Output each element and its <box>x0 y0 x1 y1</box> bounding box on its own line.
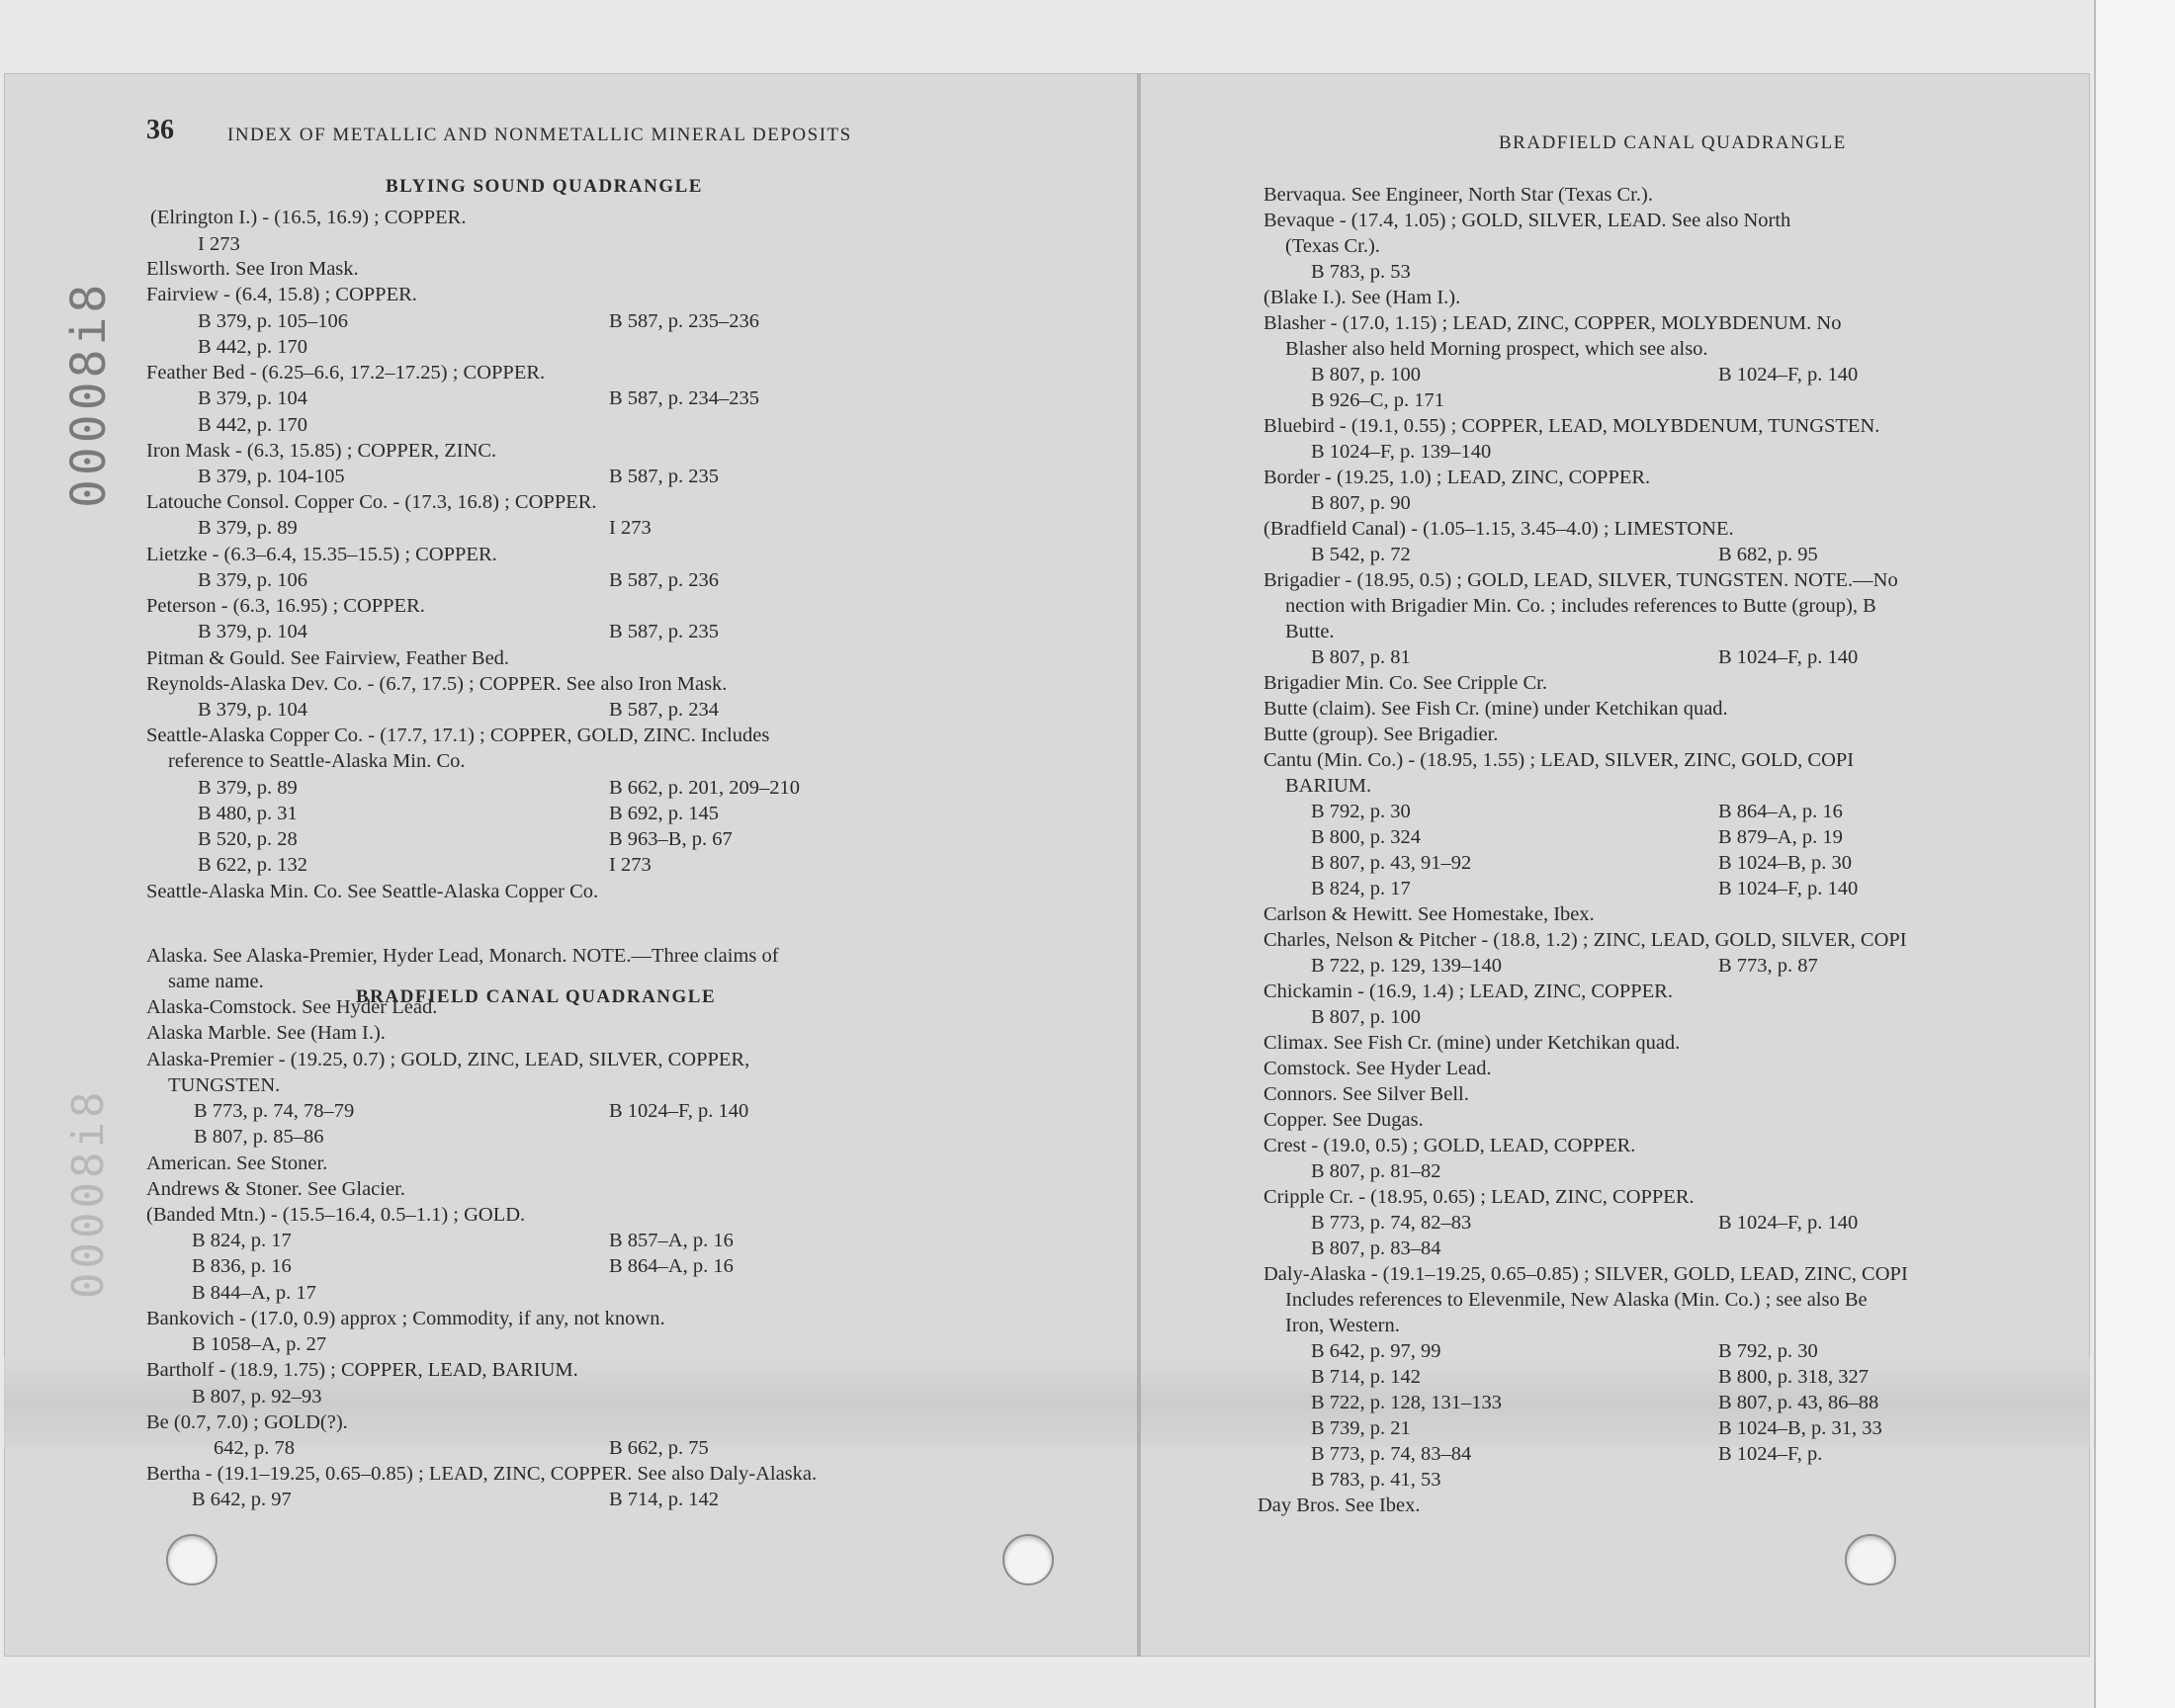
index-line: B 1024–B, p. 30 <box>1718 852 1852 874</box>
index-line: B 379, p. 106 <box>198 569 308 591</box>
index-line: Bervaqua. See Engineer, North Star (Texas Cr.). <box>1263 184 1653 206</box>
index-line: Alaska. See Alaska-Premier, Hyder Lead, Monarch. NOTE.—Three claims of <box>146 945 779 967</box>
index-line: TUNGSTEN. <box>168 1074 281 1096</box>
index-line: B 722, p. 129, 139–140 <box>1311 955 1503 977</box>
index-line: B 587, p. 235–236 <box>609 310 760 332</box>
index-line: Charles, Nelson & Pitcher - (18.8, 1.2) ; ZINC, LEAD, GOLD, SILVER, COPI <box>1263 929 1907 951</box>
index-line: B 379, p. 105–106 <box>198 310 349 332</box>
index-line: Carlson & Hewitt. See Homestake, Ibex. <box>1263 903 1595 925</box>
index-line: B 773, p. 74, 83–84 <box>1311 1443 1472 1465</box>
index-line: Iron, Western. <box>1285 1315 1400 1336</box>
index-line: B 379, p. 104 <box>198 387 308 409</box>
faint-stamp-number: 00008i8 <box>63 1087 114 1299</box>
index-line: B 587, p. 235 <box>609 466 720 487</box>
index-line: Ellsworth. See Iron Mask. <box>146 258 359 280</box>
index-line: B 642, p. 97, 99 <box>1311 1340 1441 1362</box>
index-line: B 379, p. 104 <box>198 621 308 642</box>
index-line: Copper. See Dugas. <box>1263 1109 1424 1131</box>
index-line: B 1024–F, p. 140 <box>1718 364 1859 385</box>
right-page <box>1141 73 2090 1657</box>
index-line: (Blake I.). See (Ham I.). <box>1263 287 1461 308</box>
index-line: Bluebird - (19.1, 0.55) ; COPPER, LEAD, MOLYBDENUM, TUNGSTEN. <box>1263 415 1880 437</box>
index-line: B 1024–F, p. 140 <box>1718 878 1859 899</box>
index-line: B 864–A, p. 16 <box>1718 801 1843 822</box>
index-line: B 879–A, p. 19 <box>1718 826 1843 848</box>
index-line: B 836, p. 16 <box>192 1255 292 1277</box>
index-line: Feather Bed - (6.25–6.6, 17.2–17.25) ; COPPER. <box>146 362 546 384</box>
section-title-blying-sound: BLYING SOUND QUADRANGLE <box>386 176 703 197</box>
index-line: Alaska Marble. See (Ham I.). <box>146 1022 386 1044</box>
index-line: B 642, p. 97 <box>192 1489 292 1510</box>
index-line: B 480, p. 31 <box>198 803 298 824</box>
index-line: Comstock. See Hyder Lead. <box>1263 1058 1492 1079</box>
index-line: B 542, p. 72 <box>1311 544 1411 565</box>
index-line: B 662, p. 75 <box>609 1437 709 1459</box>
index-line: B 773, p. 74, 78–79 <box>194 1100 355 1122</box>
index-line: Seattle-Alaska Copper Co. - (17.7, 17.1) ; COPPER, GOLD, ZINC. Includes <box>146 725 770 746</box>
index-line: B 807, p. 85–86 <box>194 1126 324 1148</box>
index-line: B 587, p. 235 <box>609 621 720 642</box>
index-line: Reynolds-Alaska Dev. Co. - (6.7, 17.5) ; COPPER. See also Iron Mask. <box>146 673 728 695</box>
index-line: B 1024–F, p. 139–140 <box>1311 441 1492 463</box>
index-line: Cripple Cr. - (18.95, 0.65) ; LEAD, ZINC, COPPER. <box>1263 1186 1695 1208</box>
index-line: B 587, p. 236 <box>609 569 720 591</box>
index-line: B 379, p. 104 <box>198 699 308 721</box>
index-line: Climax. See Fish Cr. (mine) under Ketchikan quad. <box>1263 1032 1681 1054</box>
index-line: Alaska-Premier - (19.25, 0.7) ; GOLD, ZINC, LEAD, SILVER, COPPER, <box>146 1049 750 1070</box>
index-line: Butte (group). See Brigadier. <box>1263 724 1499 745</box>
index-line: B 622, p. 132 <box>198 854 308 876</box>
index-line: B 807, p. 92–93 <box>192 1386 322 1408</box>
index-line: B 1024–F, p. 140 <box>1718 646 1859 668</box>
index-line: Border - (19.25, 1.0) ; LEAD, ZINC, COPPER. <box>1263 467 1651 488</box>
index-line: B 714, p. 142 <box>1311 1366 1422 1388</box>
index-line: B 807, p. 83–84 <box>1311 1238 1441 1259</box>
index-line: Be (0.7, 7.0) ; GOLD(?). <box>146 1411 348 1433</box>
index-line: B 379, p. 89 <box>198 517 298 539</box>
index-line: B 824, p. 17 <box>192 1230 292 1251</box>
index-line: B 379, p. 104-105 <box>198 466 345 487</box>
index-line: nection with Brigadier Min. Co. ; includes references to Butte (group), B <box>1285 595 1876 617</box>
index-line: B 692, p. 145 <box>609 803 720 824</box>
index-line: B 963–B, p. 67 <box>609 828 733 850</box>
index-line: B 807, p. 90 <box>1311 492 1411 514</box>
index-line: same name. <box>168 971 264 992</box>
index-line: B 442, p. 170 <box>198 414 308 436</box>
index-line: I 273 <box>609 517 652 539</box>
index-line: Lietzke - (6.3–6.4, 15.35–15.5) ; COPPER. <box>146 544 497 565</box>
index-line: B 1058–A, p. 27 <box>192 1333 327 1355</box>
index-line: B 792, p. 30 <box>1718 1340 1818 1362</box>
index-line: B 783, p. 53 <box>1311 261 1411 283</box>
index-line: B 739, p. 21 <box>1311 1417 1411 1439</box>
index-line: Cantu (Min. Co.) - (18.95, 1.55) ; LEAD, SILVER, ZINC, GOLD, COPI <box>1263 749 1855 771</box>
index-line: B 682, p. 95 <box>1718 544 1818 565</box>
index-line: B 379, p. 89 <box>198 777 298 799</box>
index-line: Connors. See Silver Bell. <box>1263 1083 1469 1105</box>
stamp-number: 00008i8 <box>61 280 117 508</box>
index-line: Butte (claim). See Fish Cr. (mine) under Ketchikan quad. <box>1263 698 1728 720</box>
index-line: B 807, p. 100 <box>1311 364 1422 385</box>
index-line: B 800, p. 318, 327 <box>1718 1366 1870 1388</box>
index-line: B 1024–F, p. <box>1718 1443 1823 1465</box>
index-line: B 807, p. 43, 86–88 <box>1718 1392 1879 1413</box>
index-line: B 1024–B, p. 31, 33 <box>1718 1417 1882 1439</box>
index-line: B 807, p. 81–82 <box>1311 1160 1441 1182</box>
index-line: BARIUM. <box>1285 775 1372 797</box>
index-line: B 587, p. 234–235 <box>609 387 760 409</box>
index-line: B 1024–F, p. 140 <box>609 1100 749 1122</box>
index-line: B 587, p. 234 <box>609 699 720 721</box>
index-line: B 1024–F, p. 140 <box>1718 1212 1859 1234</box>
index-line: B 773, p. 74, 82–83 <box>1311 1212 1472 1234</box>
index-line: Fairview - (6.4, 15.8) ; COPPER. <box>146 284 417 305</box>
index-line: Includes references to Elevenmile, New Alaska (Min. Co.) ; see also Be <box>1285 1289 1868 1311</box>
index-line: B 926–C, p. 171 <box>1311 389 1444 411</box>
index-line: Pitman & Gould. See Fairview, Feather Bed. <box>146 647 510 669</box>
index-line: B 442, p. 170 <box>198 336 308 358</box>
index-line: B 783, p. 41, 53 <box>1311 1469 1441 1491</box>
index-line: Chickamin - (16.9, 1.4) ; LEAD, ZINC, COPPER. <box>1263 981 1673 1002</box>
index-line: B 807, p. 100 <box>1311 1006 1422 1028</box>
index-line: B 800, p. 324 <box>1311 826 1422 848</box>
index-line: B 722, p. 128, 131–133 <box>1311 1392 1503 1413</box>
index-line: I 273 <box>609 854 652 876</box>
scanned-sheet <box>4 73 2090 1657</box>
index-line: (Texas Cr.). <box>1285 235 1380 257</box>
index-line: (Banded Mtn.) - (15.5–16.4, 0.5–1.1) ; GOLD. <box>146 1204 526 1226</box>
index-line: (Elrington I.) - (16.5, 16.9) ; COPPER. <box>150 207 467 228</box>
index-line: Blasher - (17.0, 1.15) ; LEAD, ZINC, COPPER, MOLYBDENUM. No <box>1263 312 1842 334</box>
index-line: Blasher also held Morning prospect, which see also. <box>1285 338 1708 360</box>
index-line: I 273 <box>198 233 240 255</box>
index-line: Bertha - (19.1–19.25, 0.65–0.85) ; LEAD, ZINC, COPPER. See also Daly-Alaska. <box>146 1463 818 1485</box>
index-line: Alaska-Comstock. See Hyder Lead. <box>146 996 438 1018</box>
index-line: Butte. <box>1285 621 1335 642</box>
index-line: Day Bros. See Ibex. <box>1258 1494 1421 1516</box>
punch-hole-left <box>166 1534 218 1585</box>
punch-hole-right <box>1845 1534 1896 1585</box>
right-running-head: BRADFIELD CANAL QUADRANGLE <box>1499 132 1847 153</box>
index-line: B 807, p. 43, 91–92 <box>1311 852 1472 874</box>
index-line: B 773, p. 87 <box>1718 955 1818 977</box>
index-line: B 824, p. 17 <box>1311 878 1411 899</box>
index-line: Brigadier - (18.95, 0.5) ; GOLD, LEAD, SILVER, TUNGSTEN. NOTE.—No <box>1263 569 1898 591</box>
index-line: Bevaque - (17.4, 1.05) ; GOLD, SILVER, LEAD. See also North <box>1263 210 1791 231</box>
index-line: reference to Seattle-Alaska Min. Co. <box>168 750 466 772</box>
index-line: B 844–A, p. 17 <box>192 1282 316 1304</box>
index-line: Peterson - (6.3, 16.95) ; COPPER. <box>146 595 425 617</box>
index-line: Latouche Consol. Copper Co. - (17.3, 16.8) ; COPPER. <box>146 491 597 513</box>
index-line: Bartholf - (18.9, 1.75) ; COPPER, LEAD, BARIUM. <box>146 1359 578 1381</box>
index-line: Daly-Alaska - (19.1–19.25, 0.65–0.85) ; SILVER, GOLD, LEAD, ZINC, COPI <box>1263 1263 1908 1285</box>
index-line: Iron Mask - (6.3, 15.85) ; COPPER, ZINC. <box>146 440 497 462</box>
punch-hole-middle <box>1002 1534 1054 1585</box>
index-line: (Bradfield Canal) - (1.05–1.15, 3.45–4.0) ; LIMESTONE. <box>1263 518 1734 540</box>
index-line: B 714, p. 142 <box>609 1489 720 1510</box>
page-number: 36 <box>146 115 174 145</box>
left-page <box>4 73 1137 1657</box>
index-line: B 520, p. 28 <box>198 828 298 850</box>
index-line: B 864–A, p. 16 <box>609 1255 734 1277</box>
index-line: Brigadier Min. Co. See Cripple Cr. <box>1263 672 1547 694</box>
index-line: B 807, p. 81 <box>1311 646 1411 668</box>
index-line: American. See Stoner. <box>146 1153 328 1174</box>
section-title-bradfield-canal: BRADFIELD CANAL QUADRANGLE <box>356 986 717 1007</box>
index-line: Seattle-Alaska Min. Co. See Seattle-Alaska Copper Co. <box>146 881 599 902</box>
index-line: B 857–A, p. 16 <box>609 1230 734 1251</box>
index-line: B 662, p. 201, 209–210 <box>609 777 801 799</box>
left-running-head: INDEX OF METALLIC AND NONMETALLIC MINERAL DEPOSITS <box>227 125 852 145</box>
index-line: Crest - (19.0, 0.5) ; GOLD, LEAD, COPPER. <box>1263 1135 1636 1156</box>
index-line: Andrews & Stoner. See Glacier. <box>146 1178 405 1200</box>
index-line: B 792, p. 30 <box>1311 801 1411 822</box>
scanner-edge <box>2094 0 2175 1708</box>
index-line: 642, p. 78 <box>214 1437 295 1459</box>
index-line: Bankovich - (17.0, 0.9) approx ; Commodity, if any, not known. <box>146 1308 665 1329</box>
